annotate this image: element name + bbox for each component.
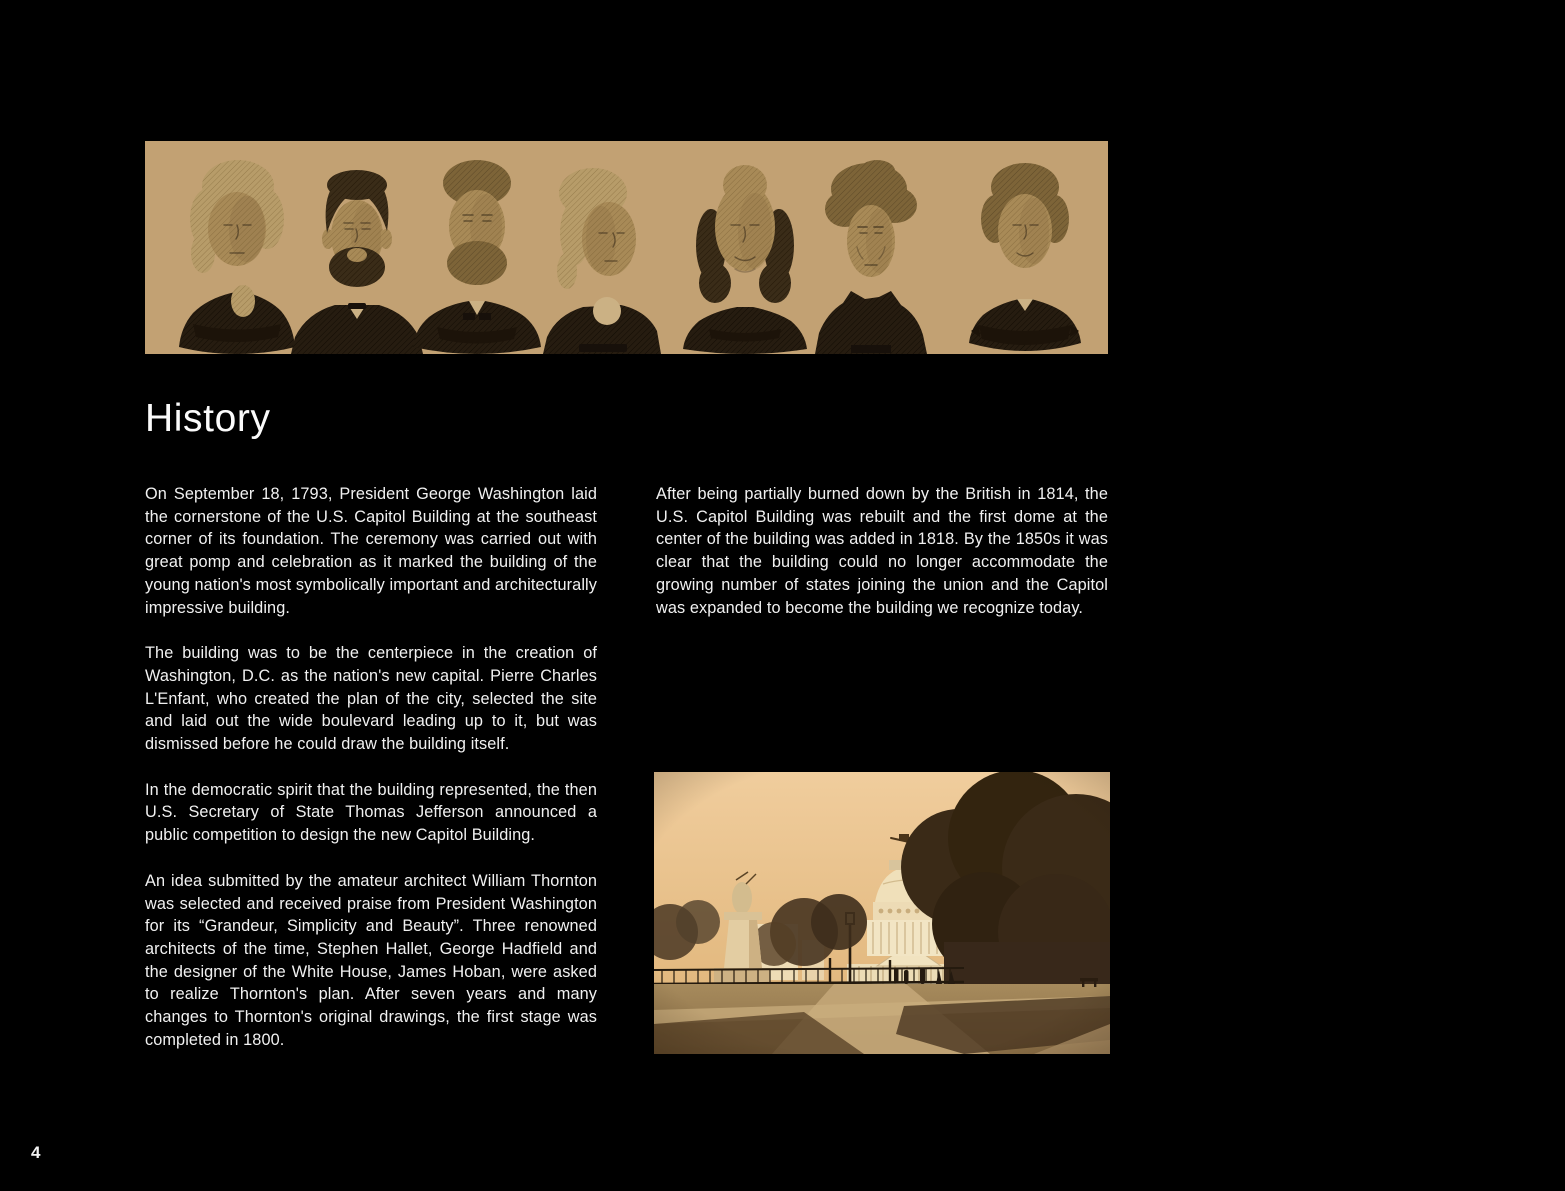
capitol-construction-photo — [654, 772, 1110, 1054]
portrait-grant — [413, 160, 541, 354]
body-paragraph: On September 18, 1793, President George Washington laid the cornerstone of the U.S. Capitol Building at the southeast corner of its foundation. The ceremony was carried out with great pomp and celebration as it marked the building of the young nation's most symbolically important and architecturally impressive building. — [145, 485, 597, 617]
page-title: History — [145, 397, 271, 440]
portraits-illustration — [145, 141, 1108, 354]
portrait-jackson — [815, 160, 927, 354]
portrait-lincoln — [291, 170, 423, 354]
body-paragraph: In the democratic spirit that the building represented, the then U.S. Secretary of State Thomas Jefferson announced a public competition to design the new Capitol Building. — [145, 780, 597, 845]
currency-portraits-banner — [145, 141, 1108, 354]
portrait-washington — [179, 160, 295, 354]
right-text-column — [656, 483, 1108, 642]
portrait-hamilton — [543, 168, 661, 354]
portrait-franklin — [683, 165, 807, 354]
portrait-jefferson — [969, 163, 1081, 351]
body-paragraph: An idea submitted by the amateur architect William Thornton was selected and received praise from President Washington for its “Grandeur, Simplicity and Beauty”. Three renowned architects of the time, Stephen Hallet, George Hadfield and the designer of the White House, James Hoban, were asked to realize Thornton's plan. After seven years and many changes to Thornton's original drawings, the first stage was completed in 1800. — [145, 871, 597, 1049]
page-number: 4 — [31, 1143, 41, 1162]
body-paragraph: The building was to be the centerpiece in the creation of Washington, D.C. as the nation's new capital. Pierre Charles L'Enfant, who created the plan of the city, selected the site and laid out the wide boulevard leading up to it, but was dismissed before he could draw the building itself. — [145, 644, 597, 754]
capitol-photo-illustration — [654, 772, 1110, 1054]
left-text-column — [145, 483, 597, 1074]
body-paragraph: After being partially burned down by the British in 1814, the U.S. Capitol Building was rebuilt and the first dome at the center of the building was added in 1818. By the 1850s it was clear that the building could no longer accommodate the growing number of states joining the union and the Capitol was expanded to become the building we recognize today. — [656, 485, 1108, 617]
